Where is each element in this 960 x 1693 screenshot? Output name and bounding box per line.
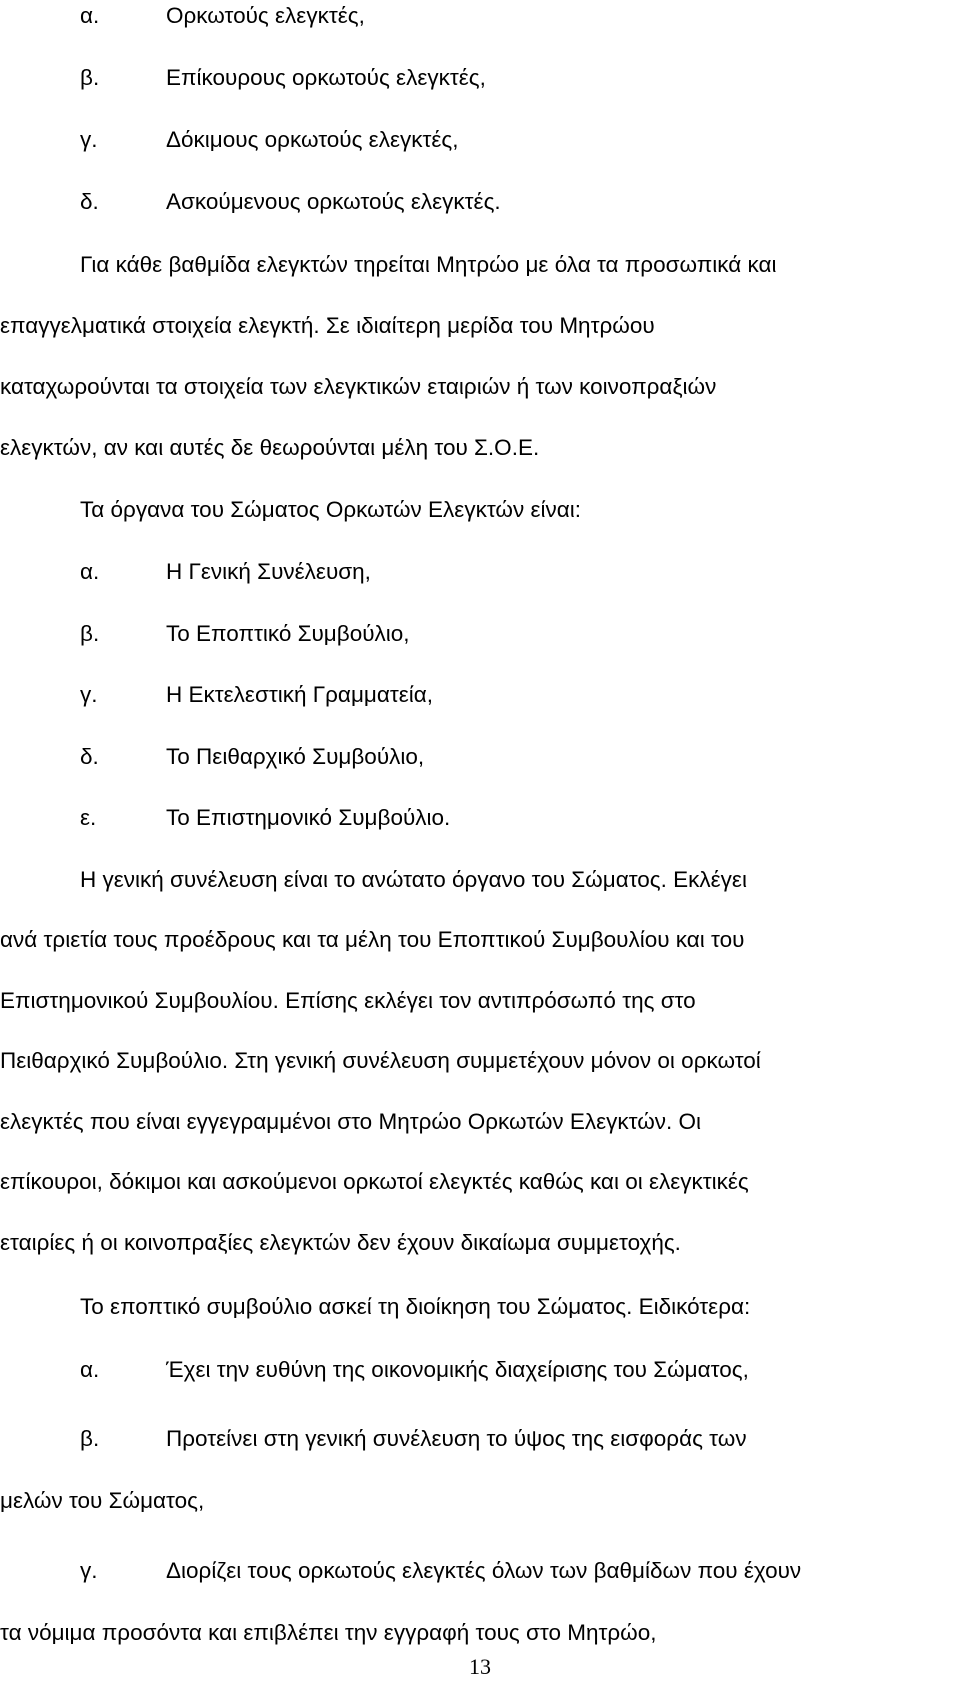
paragraph-line: ελεγκτών, αν και αυτές δε θεωρούνται μέλη του Σ.Ο.Ε. (0, 435, 540, 460)
list-item-text: Ορκωτούς ελεγκτές, (166, 3, 365, 28)
list-item (0, 731, 960, 783)
list-marker: β. (80, 621, 100, 646)
list-item (0, 176, 960, 228)
list-item (0, 669, 960, 721)
list-marker: δ. (80, 744, 99, 769)
list-item (0, 1344, 960, 1396)
list-item (0, 546, 960, 598)
paragraph-line: επαγγελματικά στοιχεία ελεγκτή. Σε ιδιαίτερη μερίδα του Μητρώου (0, 313, 655, 338)
list-item-continuation: μελών του Σώματος, (0, 1488, 205, 1513)
organs-intro: Τα όργανα του Σώματος Ορκωτών Ελεγκτών είναι: (80, 497, 581, 522)
supervisory-intro: Το εποπτικό συμβούλιο ασκεί τη διοίκηση του Σώματος. Ειδικότερα: (80, 1294, 751, 1319)
list-item-text: Έχει την ευθύνη της οικονομικής διαχείρισης του Σώματος, (166, 1357, 749, 1382)
list-item-text: Διορίζει τους ορκωτούς ελεγκτές όλων των βαθμίδων που έχουν (166, 1558, 802, 1583)
paragraph-line: εταιρίες ή οι κοινοπραξίες ελεγκτών δεν έχουν δικαίωμα συμμετοχής. (0, 1230, 681, 1255)
paragraph-line: Για κάθε βαθμίδα ελεγκτών τηρείται Μητρώο με όλα τα προσωπικά και (80, 252, 777, 277)
list-item-text: Επίκουρους ορκωτούς ελεγκτές, (166, 65, 486, 90)
paragraph-line: ανά τριετία τους προέδρους και τα μέλη του Εποπτικού Συμβουλίου και του (0, 927, 745, 952)
list-item-text: Δόκιμους ορκωτούς ελεγκτές, (166, 127, 459, 152)
list-item (0, 608, 960, 660)
list-item-continuation: τα νόμιμα προσόντα και επιβλέπει την εγγραφή τους στο Μητρώο, (0, 1620, 657, 1645)
paragraph-line: Η γενική συνέλευση είναι το ανώτατο όργανο του Σώματος. Εκλέγει (80, 867, 747, 892)
paragraph-line: καταχωρούνται τα στοιχεία των ελεγκτικών εταιριών ή των κοινοπραξιών (0, 374, 717, 399)
list-item (0, 52, 960, 104)
list-marker: β. (80, 65, 100, 90)
paragraph-line: Επιστημονικού Συμβουλίου. Επίσης εκλέγει τον αντιπρόσωπό της στο (0, 988, 696, 1013)
list-marker: γ. (80, 127, 98, 152)
list-marker: ε. (80, 805, 97, 830)
list-marker: α. (80, 559, 100, 584)
list-marker: γ. (80, 682, 98, 707)
list-marker: α. (80, 1357, 100, 1382)
list-item (0, 114, 960, 166)
paragraph-line: επίκουροι, δόκιμοι και ασκούμενοι ορκωτοί ελεγκτές καθώς και οι ελεγκτικές (0, 1169, 749, 1194)
list-marker: γ. (80, 1558, 98, 1583)
list-item-text: Το Εποπτικό Συμβούλιο, (166, 621, 410, 646)
list-item-text: Η Εκτελεστική Γραμματεία, (166, 682, 434, 707)
list-item-text: Το Επιστημονικό Συμβούλιο. (166, 805, 451, 830)
list-item (0, 0, 960, 42)
list-marker: β. (80, 1426, 100, 1451)
list-item-text: Προτείνει στη γενική συνέλευση το ύψος της εισφοράς των (166, 1426, 747, 1451)
page-number: 13 (469, 1654, 491, 1679)
list-item-text: Ασκούμενους ορκωτούς ελεγκτές. (166, 189, 501, 214)
list-marker: δ. (80, 189, 99, 214)
paragraph-line: Πειθαρχικό Συμβούλιο. Στη γενική συνέλευση συμμετέχουν μόνον οι ορκωτοί (0, 1048, 761, 1073)
list-item-text: Η Γενική Συνέλευση, (166, 559, 371, 584)
paragraph-line: ελεγκτές που είναι εγγεγραμμένοι στο Μητρώο Ορκωτών Ελεγκτών. Οι (0, 1109, 702, 1134)
list-marker: α. (80, 3, 100, 28)
list-item (0, 792, 960, 844)
list-item-text: Το Πειθαρχικό Συμβούλιο, (166, 744, 425, 769)
